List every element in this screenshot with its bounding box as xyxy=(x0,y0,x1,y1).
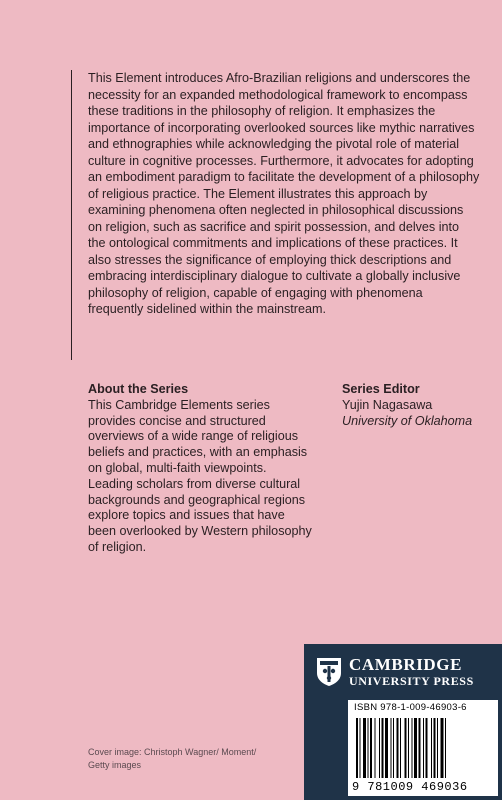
isbn-label: ISBN 978-1-009-46903-6 xyxy=(354,702,467,713)
barcode-bars xyxy=(356,718,490,778)
publisher-subname: UNIVERSITY PRESS xyxy=(349,674,474,688)
series-editor xyxy=(342,382,482,429)
blurb-text: This Element introduces Afro-Brazilian religions and underscores the necessity for an expanded methodological framework to encompass these traditions in the philosophy of religion. It emphasizes the importance of incorporating overlooked sources like mythic narratives and ethnographies while acknowledging the pivotal role of material culture in cognitive processes. Furthermore, it advocates for adopting an embodiment paradigm to facilitate the development of a philosophy of religious practice. The Element illustrates this approach by examining phenomena often neglected in philosophical discussions on religion, such as sacrifice and spirit possession, and delves into the ontological commitments and implications of these practices. It also stresses the significance of employing thick descriptions and embracing interdisciplinary dialogue to cultivate a globally inclusive philosophy of religion, capable of engaging with phenomena frequently sidelined within the mainstream. xyxy=(88,71,480,316)
about-series-text: This Cambridge Elements series provides concise and structured overviews of a wide range of religious beliefs and practices, with an emphasis on global, multi-faith viewpoints. Leading scholars from diverse cultural backgrounds and geographical regions explore topics and issues that have been overlooked by Western philosophy of religion. xyxy=(88,397,312,554)
blurb-rule xyxy=(71,70,72,360)
about-series-heading: About the Series xyxy=(88,382,189,396)
crest-icon xyxy=(316,657,342,687)
barcode xyxy=(348,700,498,796)
series-editor-heading: Series Editor xyxy=(342,382,420,396)
series-editor-name: Yujin Nagasawa xyxy=(342,397,433,412)
about-series xyxy=(88,382,314,556)
publisher-panel xyxy=(304,644,502,800)
publisher-logo xyxy=(316,656,474,688)
series-editor-affiliation: University of Oklahoma xyxy=(342,413,473,428)
barcode-digits: 9 781009 469036 xyxy=(352,780,468,794)
publisher-name: CAMBRIDGE xyxy=(349,655,463,674)
cover-credit: Cover image: Christoph Wagner/ Moment/ Getty images xyxy=(88,747,257,770)
